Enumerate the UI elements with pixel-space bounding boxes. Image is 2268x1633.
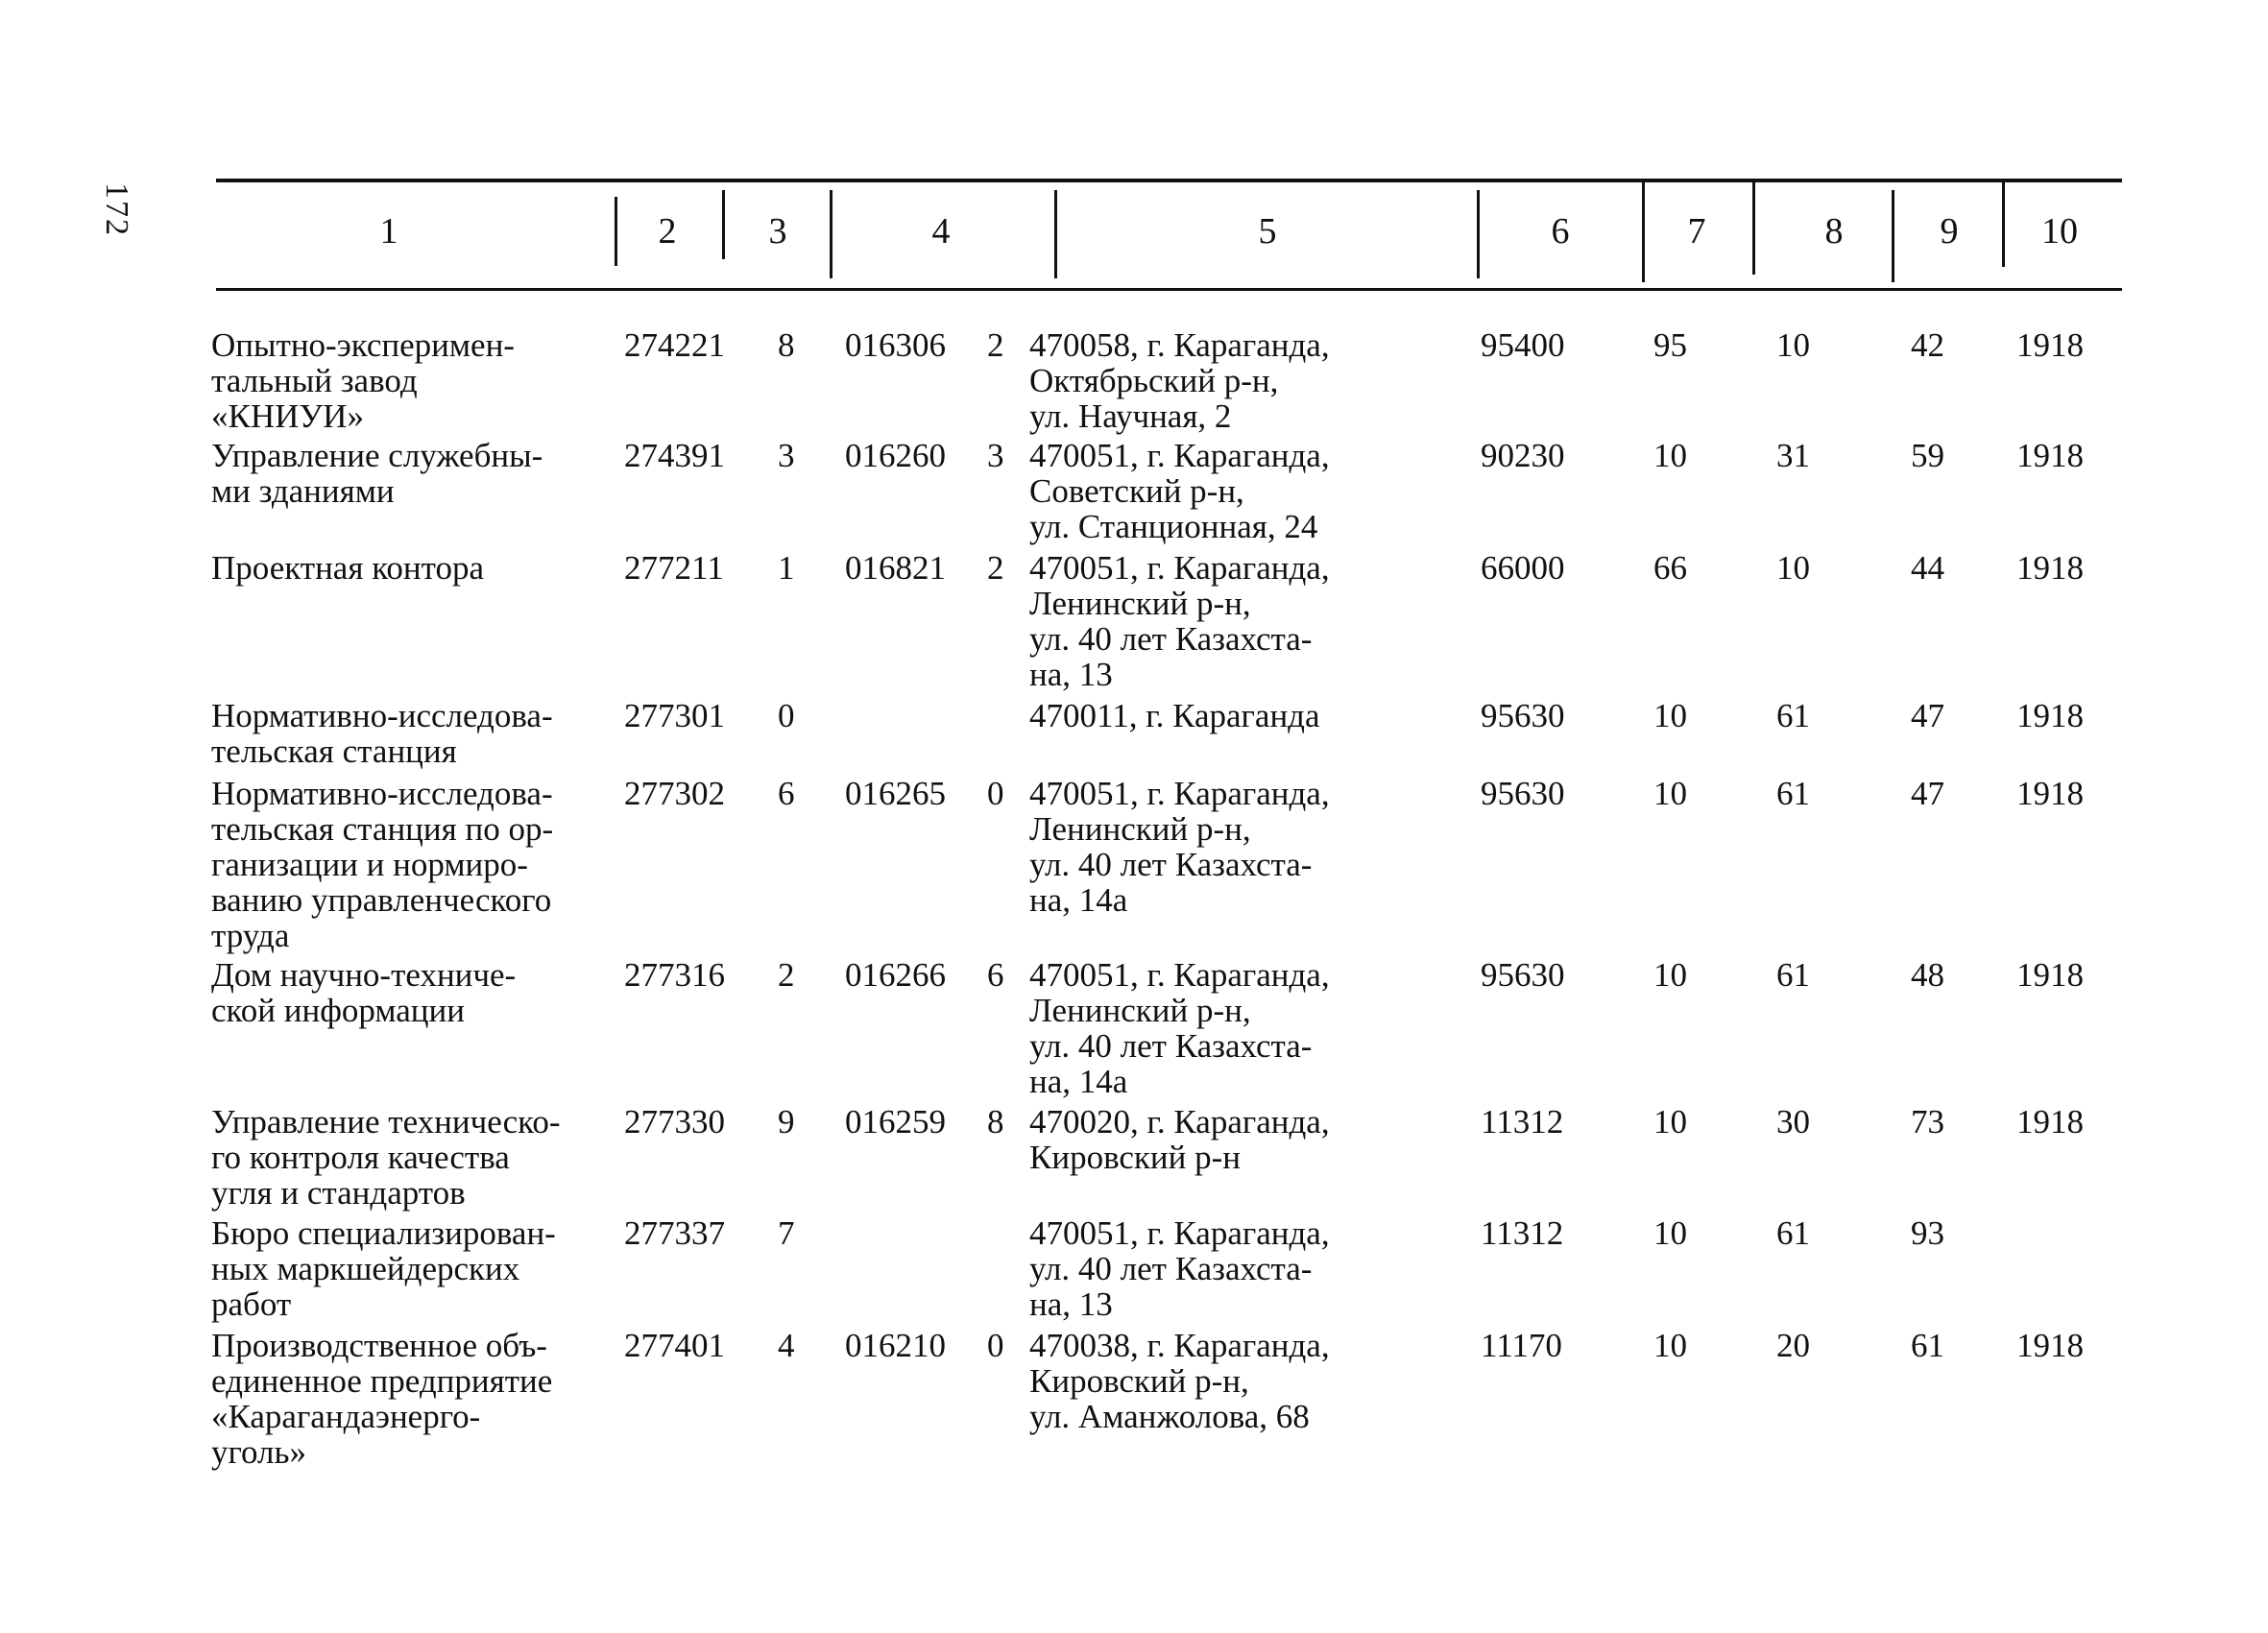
column-header-8: 8 bbox=[1824, 211, 1844, 252]
row-address: 470051, г. Караганда, Ленинский р-н, ул. 40 лет Казахста- на, 14а bbox=[1029, 956, 1330, 1100]
header-separator bbox=[1477, 190, 1480, 278]
header-separator bbox=[2002, 182, 2005, 267]
row-name: Управление техническо- го контроля качества угля и стандартов bbox=[211, 1103, 561, 1212]
row-digit: 6 bbox=[778, 775, 795, 812]
row-col-6: 66000 bbox=[1481, 549, 1565, 587]
row-col-7: 10 bbox=[1653, 1103, 1687, 1141]
row-digit: 2 bbox=[778, 956, 795, 994]
row-name: Дом научно-техниче- ской информации bbox=[211, 956, 517, 1029]
row-code-4-digit: 6 bbox=[987, 956, 1004, 994]
row-col-9: 47 bbox=[1911, 775, 1944, 812]
row-address: 470038, г. Караганда, Кировский р-н, ул. Аманжолова, 68 bbox=[1029, 1327, 1330, 1435]
row-code: 277211 bbox=[624, 549, 724, 587]
row-col-10: 1918 bbox=[2016, 956, 2084, 994]
row-address: 470020, г. Караганда, Кировский р-н bbox=[1029, 1103, 1330, 1176]
row-code: 277330 bbox=[624, 1103, 725, 1141]
row-code-4-digit: 8 bbox=[987, 1103, 1004, 1141]
row-code-4: 016266 bbox=[845, 956, 946, 994]
row-digit: 8 bbox=[778, 326, 795, 364]
table-header-bottom-rule bbox=[216, 288, 2122, 291]
row-col-6: 95630 bbox=[1481, 956, 1565, 994]
row-col-7: 10 bbox=[1653, 956, 1687, 994]
row-col-10: 1918 bbox=[2016, 326, 2084, 364]
column-header-3: 3 bbox=[768, 211, 787, 252]
row-name: Нормативно-исследова- тельская станция bbox=[211, 697, 553, 770]
row-col-8: 31 bbox=[1776, 437, 1810, 474]
row-code-4-digit: 0 bbox=[987, 1327, 1004, 1364]
row-address: 470051, г. Караганда, Ленинский р-н, ул. 40 лет Казахста- на, 13 bbox=[1029, 549, 1330, 693]
row-col-8: 30 bbox=[1776, 1103, 1810, 1141]
row-col-9: 73 bbox=[1911, 1103, 1944, 1141]
row-col-6: 11312 bbox=[1481, 1214, 1564, 1252]
row-col-9: 59 bbox=[1911, 437, 1944, 474]
row-col-8: 61 bbox=[1776, 775, 1810, 812]
row-col-10: 1918 bbox=[2016, 775, 2084, 812]
row-col-9: 93 bbox=[1911, 1214, 1944, 1252]
header-separator bbox=[1752, 179, 1755, 275]
row-digit: 9 bbox=[778, 1103, 795, 1141]
row-col-6: 95630 bbox=[1481, 697, 1565, 734]
row-address: 470051, г. Караганда, ул. 40 лет Казахста- на, 13 bbox=[1029, 1214, 1330, 1323]
row-address: 470058, г. Караганда, Октябрьский р-н, ул. Научная, 2 bbox=[1029, 326, 1330, 435]
page-number: 172 bbox=[99, 182, 134, 237]
row-col-6: 11170 bbox=[1481, 1327, 1562, 1364]
row-address: 470051, г. Караганда, Советский р-н, ул. Станционная, 24 bbox=[1029, 437, 1330, 545]
row-col-7: 66 bbox=[1653, 549, 1687, 587]
row-col-9: 44 bbox=[1911, 549, 1944, 587]
header-separator bbox=[615, 197, 617, 266]
row-name: Нормативно-исследова- тельская станция по ор- ганизации и нормиро- ванию управленческого труда bbox=[211, 775, 554, 954]
row-code: 277316 bbox=[624, 956, 725, 994]
header-separator bbox=[1642, 179, 1645, 282]
row-digit: 4 bbox=[778, 1327, 795, 1364]
row-col-9: 47 bbox=[1911, 697, 1944, 734]
row-col-9: 48 bbox=[1911, 956, 1944, 994]
row-code-4: 016821 bbox=[845, 549, 946, 587]
row-col-8: 61 bbox=[1776, 1214, 1810, 1252]
row-name: Опытно-эксперимен- тальный завод «КНИУИ» bbox=[211, 326, 515, 435]
row-col-10: 1918 bbox=[2016, 697, 2084, 734]
row-col-7: 10 bbox=[1653, 437, 1687, 474]
row-code-4: 016306 bbox=[845, 326, 946, 364]
row-code-4-digit: 0 bbox=[987, 775, 1004, 812]
row-col-10: 1918 bbox=[2016, 549, 2084, 587]
row-address: 470011, г. Караганда bbox=[1029, 697, 1320, 734]
row-code: 277401 bbox=[624, 1327, 725, 1364]
row-digit: 3 bbox=[778, 437, 795, 474]
row-col-7: 10 bbox=[1653, 697, 1687, 734]
row-col-8: 10 bbox=[1776, 326, 1810, 364]
row-code-4: 016265 bbox=[845, 775, 946, 812]
row-col-6: 95630 bbox=[1481, 775, 1565, 812]
row-col-8: 10 bbox=[1776, 549, 1810, 587]
row-col-6: 90230 bbox=[1481, 437, 1565, 474]
row-col-6: 11312 bbox=[1481, 1103, 1564, 1141]
header-separator bbox=[722, 190, 725, 259]
row-col-7: 95 bbox=[1653, 326, 1687, 364]
row-col-10: 1918 bbox=[2016, 1103, 2084, 1141]
column-header-7: 7 bbox=[1687, 211, 1706, 252]
row-name: Управление служебны- ми зданиями bbox=[211, 437, 543, 510]
row-code-4: 016259 bbox=[845, 1103, 946, 1141]
row-col-10: 1918 bbox=[2016, 1327, 2084, 1364]
row-code: 277301 bbox=[624, 697, 725, 734]
table-top-rule bbox=[216, 179, 2122, 182]
column-header-4: 4 bbox=[931, 211, 951, 252]
row-col-8: 61 bbox=[1776, 956, 1810, 994]
row-col-7: 10 bbox=[1653, 1327, 1687, 1364]
row-col-8: 61 bbox=[1776, 697, 1810, 734]
row-col-6: 95400 bbox=[1481, 326, 1565, 364]
column-header-1: 1 bbox=[379, 211, 398, 252]
row-name: Производственное объ- единенное предприятие «Карагандаэнерго- уголь» bbox=[211, 1327, 553, 1471]
column-header-2: 2 bbox=[658, 211, 677, 252]
row-col-9: 61 bbox=[1911, 1327, 1944, 1364]
row-code-4: 016260 bbox=[845, 437, 946, 474]
row-col-7: 10 bbox=[1653, 1214, 1687, 1252]
row-name: Бюро специализирован- ных маркшейдерских работ bbox=[211, 1214, 556, 1323]
row-code-4-digit: 2 bbox=[987, 326, 1004, 364]
header-separator bbox=[1054, 190, 1057, 278]
column-header-10: 10 bbox=[2041, 211, 2078, 252]
row-address: 470051, г. Караганда, Ленинский р-н, ул. 40 лет Казахста- на, 14а bbox=[1029, 775, 1330, 919]
row-code-4-digit: 3 bbox=[987, 437, 1004, 474]
row-name: Проектная контора bbox=[211, 549, 485, 587]
row-digit: 1 bbox=[778, 549, 795, 587]
row-code: 274221 bbox=[624, 326, 725, 364]
row-code-4-digit: 2 bbox=[987, 549, 1004, 587]
row-code-4: 016210 bbox=[845, 1327, 946, 1364]
row-col-7: 10 bbox=[1653, 775, 1687, 812]
header-separator bbox=[830, 190, 832, 278]
row-code: 274391 bbox=[624, 437, 725, 474]
row-digit: 7 bbox=[778, 1214, 795, 1252]
row-col-9: 42 bbox=[1911, 326, 1944, 364]
column-header-6: 6 bbox=[1551, 211, 1570, 252]
row-col-10: 1918 bbox=[2016, 437, 2084, 474]
column-header-9: 9 bbox=[1940, 211, 1959, 252]
row-code: 277337 bbox=[624, 1214, 725, 1252]
column-header-5: 5 bbox=[1258, 211, 1277, 252]
row-digit: 0 bbox=[778, 697, 795, 734]
row-col-8: 20 bbox=[1776, 1327, 1810, 1364]
header-separator bbox=[1892, 190, 1894, 282]
row-code: 277302 bbox=[624, 775, 725, 812]
